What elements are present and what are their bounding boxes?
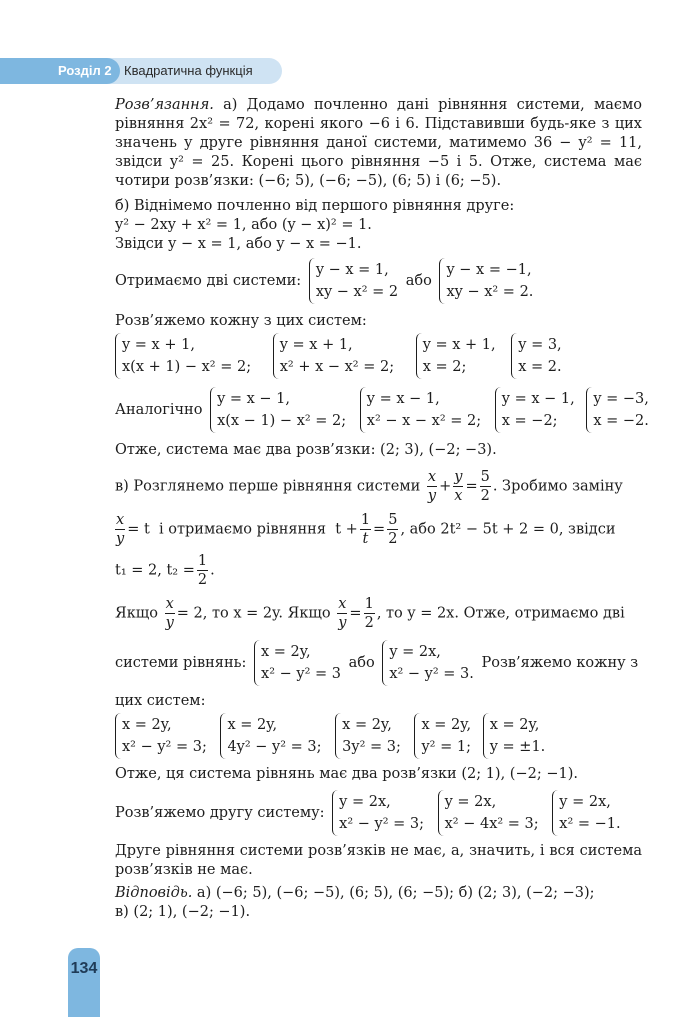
systems-row: Аналогічно y = x − 1, x(x − 1) − x² = 2; y = x − 1, x² − x − x² = 2; y = x − 1, x = −2; y = −3, x = −2. <box>115 387 642 433</box>
equation-line: t₁ = 2, t₂ = $\frac{1}{2}$ . <box>115 553 215 588</box>
text-line: цих систем: <box>115 693 206 709</box>
equation-system: y = x − 1, x = −2; <box>495 387 575 433</box>
equation-system: y − x = −1, xy − x² = 2. <box>439 258 533 304</box>
text-line: Розв’яжемо кожну з цих систем: <box>115 313 367 329</box>
equation-line: Якщо $\frac{x}{y}$ = 2, то x = 2y. Якщо $\frac{x}{y}$ = $\frac{1}{2}$ , то y = 2x. Отже, отримаємо дві <box>115 596 625 631</box>
equation-line: $\frac{x}{y}$ = t і отримаємо рівняння t + $\frac{1}{t}$ = $\frac{5}{2}$ , або 2t² − 5t + 2 = 0, звідси <box>116 512 616 547</box>
equation-system: x = 2y, y = ±1. <box>483 713 546 759</box>
text-line: б) Віднімемо почленно від першого рівняння друге: <box>115 198 515 214</box>
answer-label: Відповідь. <box>115 885 193 901</box>
text-line: Отже, ця система рівнянь має два розв’язки (2; 1), (−2; −1). <box>115 766 578 782</box>
equation-system: y = x + 1, x(x + 1) − x² = 2; <box>115 333 251 379</box>
two-systems-line: Отримаємо дві системи: y − x = 1, xy − x² = 2 або y − x = −1, xy − x² = 2. <box>115 258 642 304</box>
answer-block <box>115 884 642 922</box>
two-systems-line: системи рівнянь: x = 2y, x² − y² = 3 або y = 2x, x² − y² = 3. Розв’яжемо кожну з <box>115 640 642 686</box>
text-line: Розв’язання. а) Додамо почленно дані рівняння системи, маємо <box>115 97 642 113</box>
fraction: $\frac{1}{t}$ <box>360 512 371 547</box>
fraction: $\frac{x}{y}$ <box>338 596 347 631</box>
systems-row <box>115 333 642 379</box>
fraction: $\frac{x}{y}$ <box>427 469 437 504</box>
equation-system: y = 2x, x² = −1. <box>552 790 620 836</box>
fraction: $\frac{y}{x}$ <box>454 469 463 504</box>
equation-system: y = 2x, x² − y² = 3. <box>382 640 474 686</box>
fraction: $\frac{x}{y}$ <box>116 512 125 547</box>
equation-system: y = 2x, x² − 4x² = 3; <box>438 790 539 836</box>
equation-system: x = 2y, x² − y² = 3 <box>254 640 341 686</box>
fraction: $\frac{1}{2}$ <box>197 553 208 588</box>
equation-system: y = x − 1, x² − x − x² = 2; <box>360 387 481 433</box>
equation-system: y = 3, x = 2. <box>511 333 561 379</box>
solution-part-b <box>115 197 649 460</box>
chapter-header <box>0 58 282 84</box>
page-content <box>115 96 649 922</box>
page-number: 134 <box>70 960 98 977</box>
equation-system: x = 2y, x² − y² = 3; <box>115 713 207 759</box>
text-line: рівняння 2x² = 72, корені якого −6 і 6. Підставивши будь-яке з цих <box>115 116 642 132</box>
text-line: Друге рівняння системи розв’язків не має, а, значить, і вся система <box>115 843 642 859</box>
chapter-title: Квадратична функція <box>124 63 253 78</box>
text-line: розв’язків не має. <box>115 862 253 878</box>
systems-row <box>115 713 642 759</box>
equation-system: y = 2x, x² − y² = 3; <box>332 790 424 836</box>
fraction: $\frac{5}{2}$ <box>480 469 490 504</box>
solution-label: Розв’язання. <box>115 97 214 113</box>
section-label: Розділ 2 <box>58 63 112 78</box>
equation-line: в) Розглянемо перше рівняння системи $\frac{x}{y}$ + $\frac{y}{x}$ = $\frac{5}{2}$ . Зробимо заміну <box>115 469 623 504</box>
solution-part-a <box>115 96 642 191</box>
equation-system: y − x = 1, xy − x² = 2 <box>309 258 398 304</box>
equation-line: y² − 2xy + x² = 1, або (y − x)² = 1. <box>115 217 372 233</box>
fraction: $\frac{x}{y}$ <box>165 596 174 631</box>
equation-system: y = x + 1, x² + x − x² = 2; <box>273 333 394 379</box>
text-line: значень у друге рівняння даної системи, матимемо 36 − y² = 11, <box>115 135 642 151</box>
solution-part-v <box>115 468 642 880</box>
equation-system: x = 2y, 4y² − y² = 3; <box>220 713 321 759</box>
equation-system: y = x + 1, x = 2; <box>416 333 496 379</box>
text-line: Отже, система має два розв’язки: (2; 3), (−2; −3). <box>115 442 497 458</box>
section-tab <box>0 58 120 84</box>
equation-system: x = 2y, 3y² = 3; <box>335 713 401 759</box>
page-number-tab <box>68 948 100 1017</box>
equation-line: Звідси y − x = 1, або y − x = −1. <box>115 236 362 252</box>
text-line: чотири розв’язки: (−6; 5), (−6; −5), (6; 5) і (6; −5). <box>115 173 502 189</box>
fraction: $\frac{5}{2}$ <box>388 512 398 547</box>
systems-row: Розв’яжемо другу систему: y = 2x, x² − y² = 3; y = 2x, x² − 4x² = 3; y = 2x, x² = −1. <box>115 790 642 836</box>
equation-system: x = 2y, y² = 1; <box>414 713 471 759</box>
text-line: звідси y² = 25. Корені цього рівняння −5 і 5. Отже, система має <box>115 154 642 170</box>
equation-system: y = −3, x = −2. <box>586 387 649 433</box>
fraction: $\frac{1}{2}$ <box>364 596 374 631</box>
equation-system: y = x − 1, x(x − 1) − x² = 2; <box>210 387 346 433</box>
text-line: Відповідь. а) (−6; 5), (−6; −5), (6; 5), (6; −5); б) (2; 3), (−2; −3); <box>115 885 595 901</box>
text-line: в) (2; 1), (−2; −1). <box>115 904 251 920</box>
